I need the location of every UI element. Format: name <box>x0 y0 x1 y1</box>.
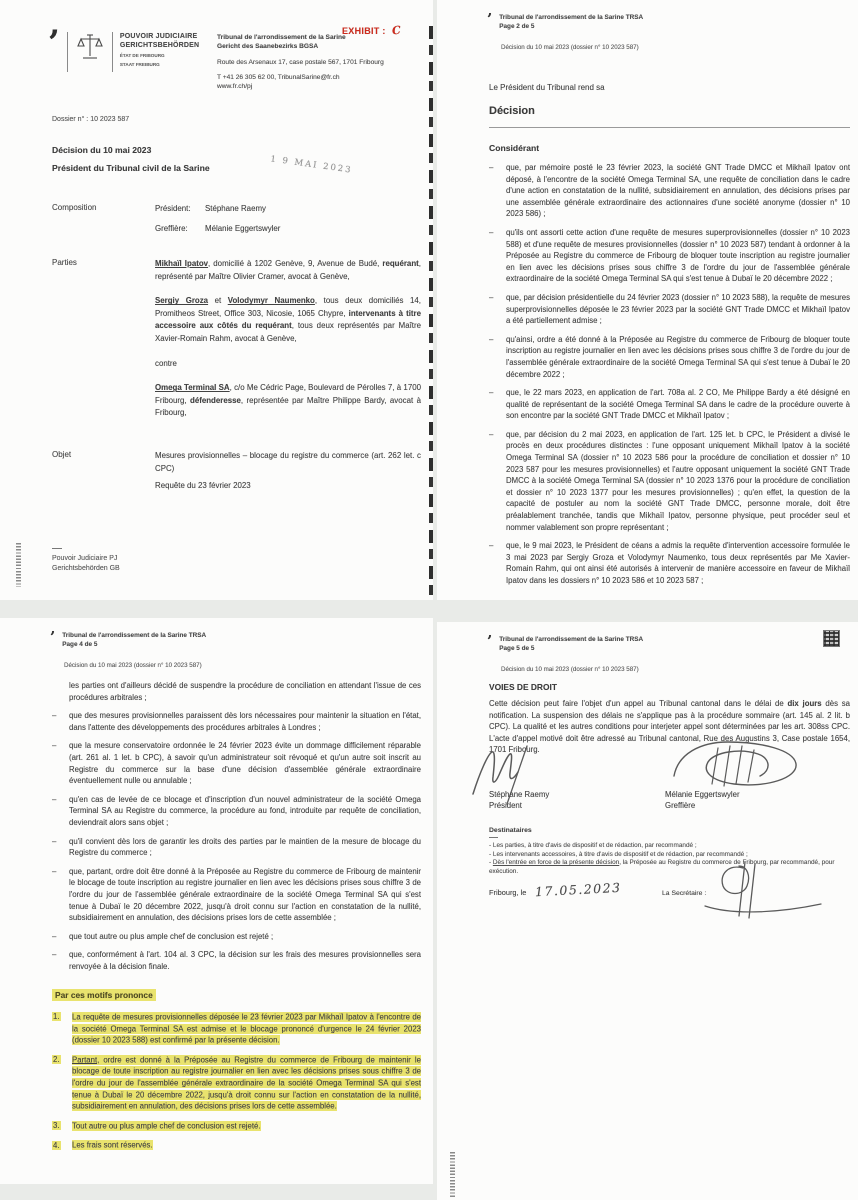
place-date-label: Fribourg, le <box>489 888 527 897</box>
page-header <box>487 10 644 31</box>
role-label: Greffière: <box>155 223 188 233</box>
composition-section <box>0 203 433 242</box>
considerant-item: – que la mesure conservatoire ordonnée le 24 février 2023 évite un dommage difficilement réparable (art. 261 al. 1 let. b CPC), à savoir qu'un administrateur soit révoqué et qu'un autre soit inscrit au Registre du commerce sur la base d'une décision d'assemblée générale extraordinaire éventuellement nulle ou annulable ; <box>52 741 421 786</box>
considerant-item: – qu'ils ont assorti cette action d'une requête de mesures superprovisionnelles (dossier n° 10 2023 588) et d'une requête de mesures provisionnelles (dossier n° 10 2023 587) tendant à ordonner à la Préposée au Registre du commerce de Fribourg de bloquer toute inscription au registre journalier en lien avec les décisions prises sous chiffre 3 de l'ordre du jour de l'assemblée générale extraordinaire de la société Omega Terminal SA qui s'est tenue à Dubaï le 20 décembre 2022 ; <box>489 227 850 284</box>
objet-section <box>0 450 433 493</box>
court-phone-email: T +41 26 305 62 00, TribunalSarine@fr.ch <box>217 74 340 82</box>
dispositif-title: Par ces motifs prononce <box>52 989 156 1001</box>
footer-line-fr: Pouvoir Judiciaire PJ <box>52 555 118 562</box>
header-court-name: Tribunal de l'arrondissement de la Sarine TRSA <box>62 632 207 639</box>
scales-of-justice-icon <box>75 32 105 62</box>
greffiere-role: Greffière <box>665 800 696 810</box>
header-court-name: Tribunal de l'arrondissement de la Sarine TRSA <box>499 636 644 643</box>
page-header <box>487 632 644 653</box>
considerant-item: – que, par décision du 2 mai 2023, en application de l'art. 125 let. b CPC, le Président a divisé le procès en deux procédures distinctes : l'une opposant uniquement Mikhaïl Ipatov à la société Omega Terminal SA (dossier n° 10 2023 586 pour la procédure de conciliation et dossier n° 10 2023 587 pour les mesures provisionnelles) et l'autre opposant uniquement la société GNT Trade DMCC à la société Omega Terminal SA (dossier n° 10 2023 1376 pour la procédure de conciliation et dossier n° 10 2023 1377 pour les mesures provisionnelles) ; qu'en effet, la question de la capacité de postuler au nom la société GNT Trade DMCC, personne morale, doit être préalablement tranchée, tandis que Mikhaïl Ipatov, personne physique, peut procéder seul et nommer valablement son propre représentant ; <box>489 429 850 532</box>
page-2-scan <box>437 0 858 600</box>
considerant-continuation <box>52 680 421 1151</box>
composition-label: Composition <box>52 203 97 212</box>
intro-line: Le Président du Tribunal rend sa <box>489 83 605 92</box>
destinataire-line: - Les intervenants accessoires, à titre d'avis de dispositif et de rédaction, par recommandé ; <box>489 850 748 858</box>
considerant-item: – que, conformément à l'art. 104 al. 3 CPC, la décision sur les frais des mesures provisionnelles sera renvoyée à la décision finale. <box>52 950 421 971</box>
item-number: 1. <box>53 1012 60 1022</box>
dash-marker: – <box>489 388 494 398</box>
dash-marker: – <box>52 866 57 876</box>
page1-footer <box>52 548 120 573</box>
person-name: Mélanie Eggertswyler <box>205 223 281 233</box>
footer-line-de: Gerichtsbehörden GB <box>52 564 120 572</box>
scan-edge-artifact <box>429 26 433 600</box>
considerant-item: – que, partant, ordre doit être donné à la Préposée au Registre du commerce de Fribourg de maintenir le blocage de toute inscription au registre journalier en lien avec les décisions prises sous chiffre 3 de l'ordre du jour de l'assemblée générale extraordinaire de la société Omega Terminal SA qui s'est tenue à Dubaï le 20 décembre 2022, jusqu'à droit connu sur l'action en constatation de la nullité, subsidiairement en annulation, des décisions prises lors de cette assemblée ; <box>52 866 421 923</box>
destinataires-heading: Destinataires <box>489 827 532 834</box>
pixel-stamp-icon <box>823 630 840 647</box>
header-court-name: Tribunal de l'arrondissement de la Sarine TRSA <box>499 14 644 21</box>
authority-name-fr: POUVOIR JUDICIAIRE <box>119 33 198 40</box>
exhibit-label: EXHIBIT : <box>342 26 386 36</box>
dispositif-item <box>52 1011 421 1046</box>
page-1-scan <box>0 0 433 600</box>
header-reference: Décision du 10 mai 2023 (dossier n° 10 2023 587) <box>501 44 639 51</box>
handwritten-date: 17.05.2023 <box>534 879 622 900</box>
greffiere-name: Mélanie Eggertswyler <box>665 790 740 799</box>
party-defenderesse: Omega Terminal SA, c/o Me Cédric Page, Boulevard de Pérolles 7, à 1700 Fribourg, défenderesse, représentée par Maître Philippe Bardy, avocat à Fribourg, <box>155 383 421 418</box>
dash-marker: – <box>489 163 494 172</box>
considerant-item: – que des mesures provisionnelles paraissent dès lors nécessaires pour maintenir la situation en l'état, dans l'attente des développements des procédures arbitrales à Londres ; <box>52 711 421 732</box>
dash-marker: – <box>52 794 57 804</box>
considerant-item: – que, par mémoire posté le 23 février 2023, la société GNT Trade DMCC et Mikhaïl Ipatov ont déposé, à l'encontre de la société Omega Terminal SA, une requête de conciliation dans le cadre d'une action en constatation de la nullité, subsidiairement en annulation, des décisions prises par une assemblée générale extraordinaire des actionnaires d'une société anonyme (dossier n° 10 2023 586) ; <box>489 163 850 219</box>
continuation-paragraph: les parties ont d'ailleurs décidé de suspendre la procédure de conciliation en attendant l'issue de ces procédures arbitrales ; <box>69 681 421 702</box>
authority-name-de: GERICHTSBEHÖRDEN <box>119 42 200 49</box>
court-name-fr: Tribunal de l'arrondissement de la Sarine <box>217 34 346 41</box>
dash-marker: – <box>489 227 494 237</box>
decision-title: Décision du 10 mai 2023 <box>52 145 152 155</box>
item-text: Partant, ordre est donné à la Préposée au Registre du commerce de Fribourg de maintenir le blocage de toute inscription au registre journalier en lien avec les décisions prises sous chiffre 3 de l'ordre du jour de l'assemblée générale extraordinaire de la société Omega Terminal SA qui s'est tenue à Dubaï le 20 décembre 2022, jusqu'à droit connu sur l'action en constatation de la nullité, subsidiairement en annulation, des décisions prises lors de cette assemblée. <box>72 1055 421 1111</box>
page-header <box>50 628 207 649</box>
dispositif-item <box>52 1120 421 1132</box>
header-page-number: Page 2 de 5 <box>499 22 535 30</box>
signature-secretary <box>699 860 829 922</box>
greffiere-signature-block <box>665 790 740 811</box>
secretary-label: La Secrétaire : <box>662 890 707 897</box>
considerant-item: – que, le 22 mars 2023, en application de l'art. 708a al. 2 CO, Me Philippe Bardy a été désigné en qualité de représentant de la société Omega Terminal SA dans le cadre de la procédure ouverte à son encontre par la société GNT Trade DMCC et Mikhaïl Ipatov ; <box>489 388 850 421</box>
exhibit-stamp <box>342 24 401 37</box>
court-letterhead <box>48 23 200 72</box>
destinataire-line: - Les parties, à titre d'avis de dispositif et de rédaction, par recommandé ; <box>489 842 697 849</box>
divider <box>67 32 68 72</box>
court-name-de: Gericht des Saanebezirks BGSA <box>217 42 319 50</box>
item-number: 3. <box>53 1121 60 1131</box>
role-label: Président: <box>155 204 191 213</box>
item-number: 2. <box>53 1055 60 1065</box>
president-signature-block <box>489 790 549 811</box>
voies-de-droit-heading: VOIES DE DROIT <box>489 682 557 692</box>
party-requerant: Mikhaïl Ipatov, domicilié à 1202 Genève, 9, Avenue de Budé, requérant, représenté par Maître Olivier Cramer, avocat à Genève, <box>155 259 421 281</box>
considerant-item: – qu'en cas de levée de ce blocage et d'inscription d'un nouvel administrateur de la société Omega Terminal SA au Registre du commerce, la procédure au fond, introduite par requête de conciliation, deviendrait alors sans objet ; <box>52 794 421 827</box>
decision-heading: Décision <box>489 105 535 117</box>
versus-word: contre <box>155 358 177 368</box>
considerant-item: – que tout autre ou plus ample chef de conclusion est rejeté ; <box>52 931 274 941</box>
parties-section <box>0 258 433 432</box>
court-address: Route des Arsenaux 17, case postale 567, 1701 Fribourg <box>217 58 384 66</box>
court-logo-comma-icon: ’ <box>48 23 60 63</box>
heading-rule <box>489 127 850 128</box>
header-reference: Décision du 10 mai 2023 (dossier n° 10 2023 587) <box>64 662 202 669</box>
decision-subtitle: Président du Tribunal civil de la Sarine <box>52 163 210 173</box>
page-4-scan <box>0 618 433 1184</box>
header-reference: Décision du 10 mai 2023 (dossier n° 10 2023 587) <box>501 666 639 673</box>
page-5-scan <box>437 622 858 1200</box>
objet-label: Objet <box>52 450 72 459</box>
considerant-item: – qu'ainsi, ordre a été donné à la Préposée au Registre du commerce de Fribourg de bloquer toute inscription au registre journalier en lien avec les décisions prises sous chiffre 3 de l'ordre du jour de l'assemblée générale extraordinaire de la société Omega Terminal SA qui s'est tenue à Dubaï le 20 décembre 2022 ; <box>489 334 850 379</box>
considerant-item: – qu'il convient dès lors de garantir les droits des parties par le maintien de la mesure de blocage du Registre du commerce ; <box>52 836 421 858</box>
state-name-fr: ÉTAT DE FRIBOURG <box>119 53 165 58</box>
considerant-list <box>489 162 850 594</box>
exhibit-letter: C <box>391 23 402 38</box>
dash-marker: – <box>489 334 494 344</box>
considerant-heading: Considérant <box>489 143 540 153</box>
dash-marker: – <box>52 836 57 846</box>
dispositif-item <box>52 1054 421 1112</box>
authority-name <box>120 32 199 67</box>
state-name-de: STAAT FREIBURG <box>119 61 160 67</box>
dash-marker: – <box>52 741 57 751</box>
dash-marker: – <box>52 931 57 941</box>
dash-marker: – <box>489 292 494 302</box>
dash-marker: – <box>489 541 494 551</box>
objet-description: Mesures provisionnelles – blocage du registre du commerce (art. 262 let. c CPC) <box>155 451 421 473</box>
dash-marker: – <box>52 711 57 721</box>
person-name: Stéphane Raemy <box>205 204 266 213</box>
dispositif-section <box>52 985 421 1151</box>
dash-marker: – <box>52 950 57 960</box>
voies-de-droit-paragraph: Cette décision peut faire l'objet d'un appel au Tribunal cantonal dans le délai de dix jours dès sa notification. La suspension des délais ne s'applique pas à la procédure sommaire (art. 145 al. 2 lit. b CPC). La qualité et les autres conditions pour interjeter appel sont déterminées par les art. 308ss CPC. L'acte d'appel motivé doit être adressé au Tribunal cantonal, Rue des Augustins 3, Case postale 1654, 1701 Fribourg. <box>489 699 850 755</box>
considerant-item: – que, par décision présidentielle du 24 février 2023 (dossier n° 10 2023 588), la requête de mesures superprovisionnelles déposée le 23 février 2023 par la société GNT Trade DMCC et Mikhaïl Ipatov a été partiellement admise ; <box>489 292 850 326</box>
document-id-barcode <box>16 543 21 587</box>
dash-marker: – <box>489 429 494 439</box>
header-page-number: Page 4 de 5 <box>62 640 98 648</box>
party-intervenants: Sergiy Groza et Volodymyr Naumenko, tous deux domiciliés 14, Promitheos Street, Office 303, Nicosie, 1065 Chypre, intervenants à titre accessoire aux côtés du requérant, tous deux représentés par Maître Xavier-Romain Rahm, avocat à Genève, <box>155 296 421 343</box>
item-text: Les frais sont réservés. <box>72 1140 153 1150</box>
parties-label: Parties <box>52 258 77 267</box>
destinataires-rule <box>489 837 498 838</box>
destinataire-line: - Dès l'entrée en force de la présente décision, la Préposée au Registre du commerce de Fribourg, par recommandé, pour exécution. <box>489 859 835 875</box>
document-id-barcode <box>450 1152 455 1198</box>
considerant-item: – que, le 9 mai 2023, le Président de céans a admis la requête d'intervention accessoire formulée le 3 mai 2023 par Sergiy Groza et Volodymyr Naumenko, tous deux représentés par Me Xavier-Romain Rahm, qui ont ainsi été autorisés à intervenir de manière accessoire en faveur de Mikhaïl Ipatov dans les dossiers n° 10 2023 586 et 10 2023 587 ; <box>489 541 850 585</box>
court-logo-comma-icon: ’ <box>50 628 56 646</box>
president-role: Président <box>489 800 522 810</box>
received-date-stamp: 1 9 MAI 2023 <box>269 154 354 176</box>
footer-rule <box>52 548 62 549</box>
item-text: La requête de mesures provisionnelles déposée le 23 février 2023 par Mikhaïl Ipatov à l'encontre de la société Omega Terminal SA est admise et le blocage prononcé d'urgence le 24 février 2023 (dossier 10 2023 588) est confirmé par la présente décision. <box>72 1012 421 1045</box>
president-name: Stéphane Raemy <box>489 790 550 799</box>
item-number: 4. <box>53 1140 60 1150</box>
item-text: Tout autre ou plus ample chef de conclusion est rejeté. <box>72 1121 261 1131</box>
dispositif-item <box>52 1140 421 1152</box>
court-logo-comma-icon: ’ <box>487 632 493 650</box>
divider <box>112 32 113 72</box>
composition-row <box>155 203 421 216</box>
objet-request-date: Requête du 23 février 2023 <box>155 481 251 491</box>
court-logo-comma-icon: ’ <box>487 10 493 28</box>
court-address-block <box>217 34 402 92</box>
composition-row <box>155 223 421 236</box>
dossier-number: Dossier n° : 10 2023 587 <box>52 116 130 123</box>
court-website: www.fr.ch/pj <box>217 83 253 91</box>
header-page-number: Page 5 de 5 <box>499 644 535 652</box>
